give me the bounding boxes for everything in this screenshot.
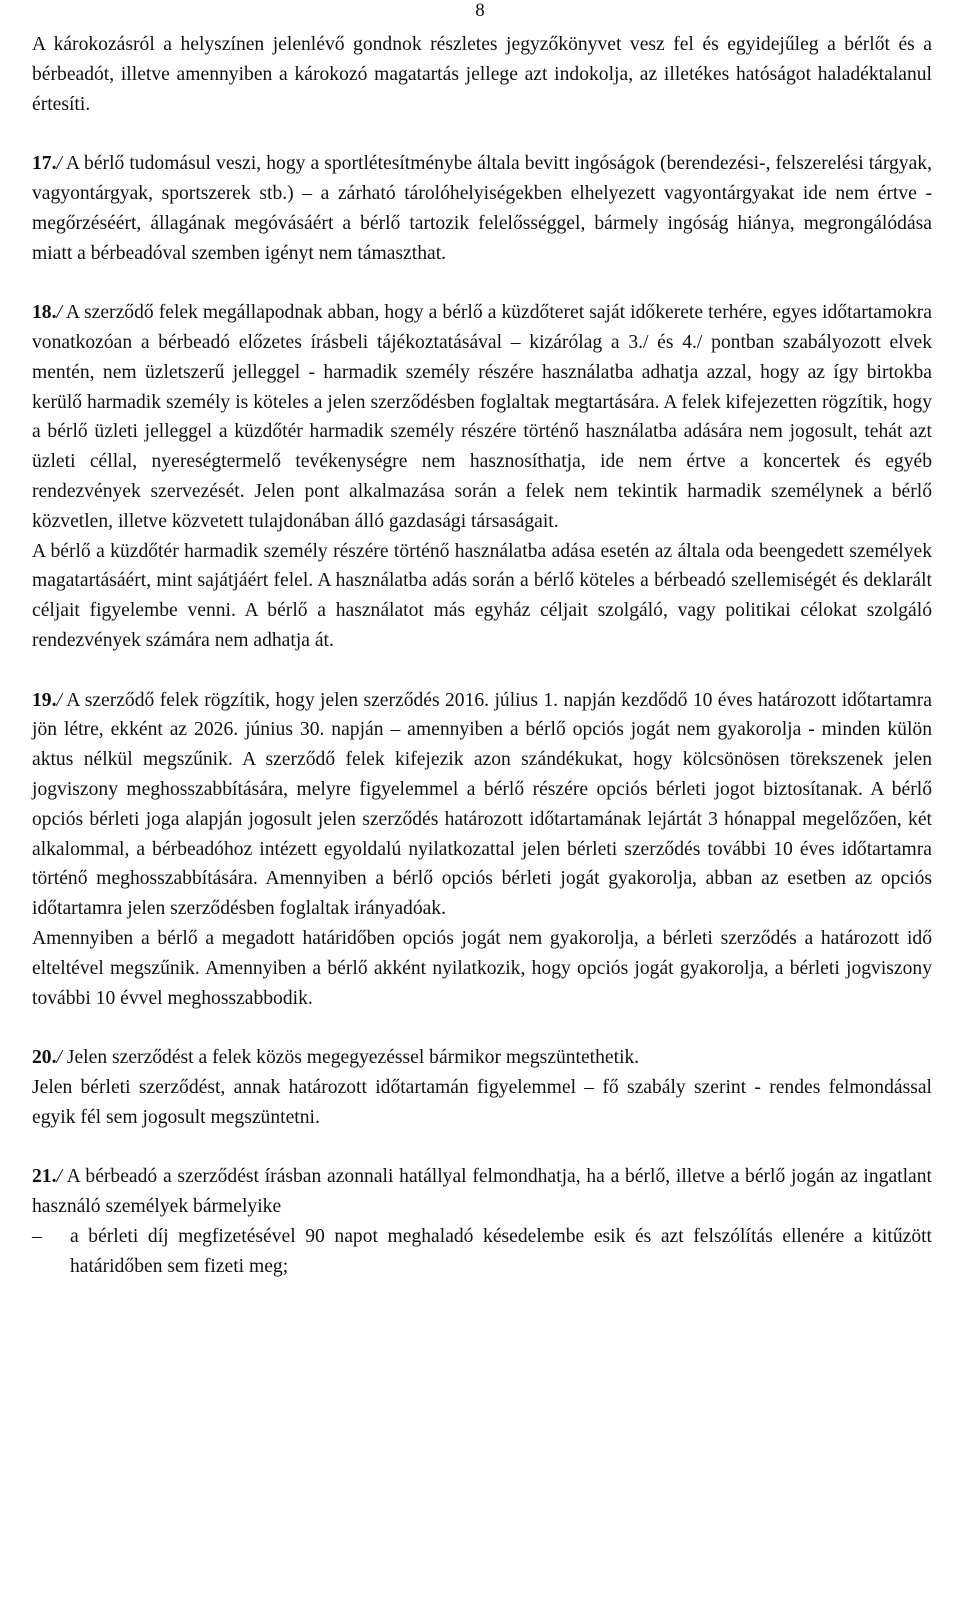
section-21 (32, 1162, 932, 1222)
section-number: 19./ (32, 689, 62, 711)
dash-bullet: – (32, 1225, 42, 1247)
section-19 (32, 686, 932, 924)
section-18 (32, 298, 932, 536)
section-text: A szerződő felek megállapodnak abban, hogy a bérlő a küzdőteret saját időkerete terhére, egyes időtartamokra vonatkozóan a bérbeadó előzetes írásbeli tájékoztatásával – kizárólag a 3./ és 4./ pontban szabályozott elvek mentén, nem üzletszerű jelleggel - harmadik személy részére használatba adhatja azzal, hogy az így birtokba kerülő harmadik személy is köteles a jelen szerződésben foglaltak megtartására. A felek kifejezetten rögzítik, hogy a bérlő üzleti jelleggel a küzdőtér harmadik személy részére történő használatba adására nem jogosult, tehát azt üzleti céllal, nyereségtermelő tevékenységre nem hasznosíthatja, ide nem értve a koncertek és egyéb rendezvények szervezését. Jelen pont alkalmazása során a felek nem tekintik harmadik személynek a bérlő közvetlen, illetve közvetett tulajdonában álló gazdasági társaságait. (32, 302, 932, 532)
section-20 (32, 1043, 932, 1073)
section-number: 18./ (32, 302, 62, 324)
section-text: A bérbeadó a szerződést írásban azonnali hatállyal felmondhatja, ha a bérlő, illetve a bérlő jogán az ingatlant használó személyek bármelyike (32, 1166, 932, 1218)
paragraph-intro: A károkozásról a helyszínen jelenlévő gondnok részletes jegyzőkönyvet vesz fel és egyidejűleg a bérlőt és a bérbeadót, illetve amennyiben a károkozó magatartás jellege azt indokolja, az illetékes hatóságot haladéktalanul értesíti. (32, 34, 932, 115)
section-17 (32, 149, 932, 268)
section-text: A bérlő tudomásul veszi, hogy a sportlétesítménybe általa bevitt ingóságok (berendezési-, felszerelési tárgyak, vagyontárgyak, sportszerek stb.) – a zárható tárolóhelyiségekben elhelyezett vagyontárgyakat ide nem értve - megőrzéséért, állagának megóvásáért a bérlő tartozik felelősséggel, bármely ingóság hiánya, megrongálódása miatt a bérbeadóval szemben igényt nem támaszthat. (32, 153, 932, 264)
section-number: 20./ (32, 1047, 62, 1069)
section-18-paragraph-2: A bérlő a küzdőtér harmadik személy részére történő használatba adása esetén az általa oda beengedett személyek magatartásáért, mint sajátjáért felel. A használatba adás során a bérlő köteles a bérbeadó szellemiségét és deklarált céljait figyelembe venni. A bérlő a használatot más egyház céljait szolgáló, vagy politikai célokat szolgáló rendezvények számára nem adhatja át. (32, 540, 932, 651)
section-number: 17./ (32, 153, 62, 175)
section-20-paragraph-2: Jelen bérleti szerződést, annak határozott időtartamán figyelemmel – fő szabály szerint - rendes felmondással egyik fél sem jogosult megszüntetni. (32, 1076, 932, 1128)
document-body (32, 30, 932, 1281)
section-number: 21./ (32, 1166, 62, 1188)
list-item (32, 1222, 932, 1282)
page-number: 8 (475, 0, 485, 21)
section-text: Jelen szerződést a felek közös megegyezéssel bármikor megszüntethetik. (61, 1047, 640, 1069)
section-text: A szerződő felek rögzítik, hogy jelen szerződés 2016. július 1. napján kezdődő 10 éves határozott időtartamra jön létre, ekként az 2026. június 30. napján – amennyiben a bérlő opciós jogát nem gyakorolja - minden külön aktus nélkül megszűnik. A szerződő felek kifejezik azon szándékukat, hogy kölcsönösen törekszenek jelen jogviszony meghosszabbítására, melyre figyelemmel a bérlő részére opciós bérleti jogot biztosítanak. A bérlő opciós bérleti joga alapján jogosult jelen szerződés határozott időtartamának lejártát 3 hónappal megelőzően, két alkalommal, a bérbeadóhoz intézett egyoldalú nyilatkozattal jelen bérleti szerződés további 10 éves időtartamra történő meghosszabbítására. Amennyiben a bérlő opciós bérleti jogát gyakorolja, abban az esetben az opciós időtartamra jelen szerződésben foglaltak irányadóak. (32, 689, 932, 920)
list-item-text: a bérleti díj megfizetésével 90 napot meghaladó késedelembe esik és azt felszólítás ellenére a kitűzött határidőben sem fizeti meg; (70, 1225, 932, 1277)
section-19-paragraph-2: Amennyiben a bérlő a megadott határidőben opciós jogát nem gyakorolja, a bérleti szerződés a határozott idő elteltével megszűnik. Amennyiben a bérlő akként nyilatkozik, hogy opciós jogát gyakorolja, a bérleti jogviszony további 10 évvel meghosszabbodik. (32, 927, 932, 1009)
